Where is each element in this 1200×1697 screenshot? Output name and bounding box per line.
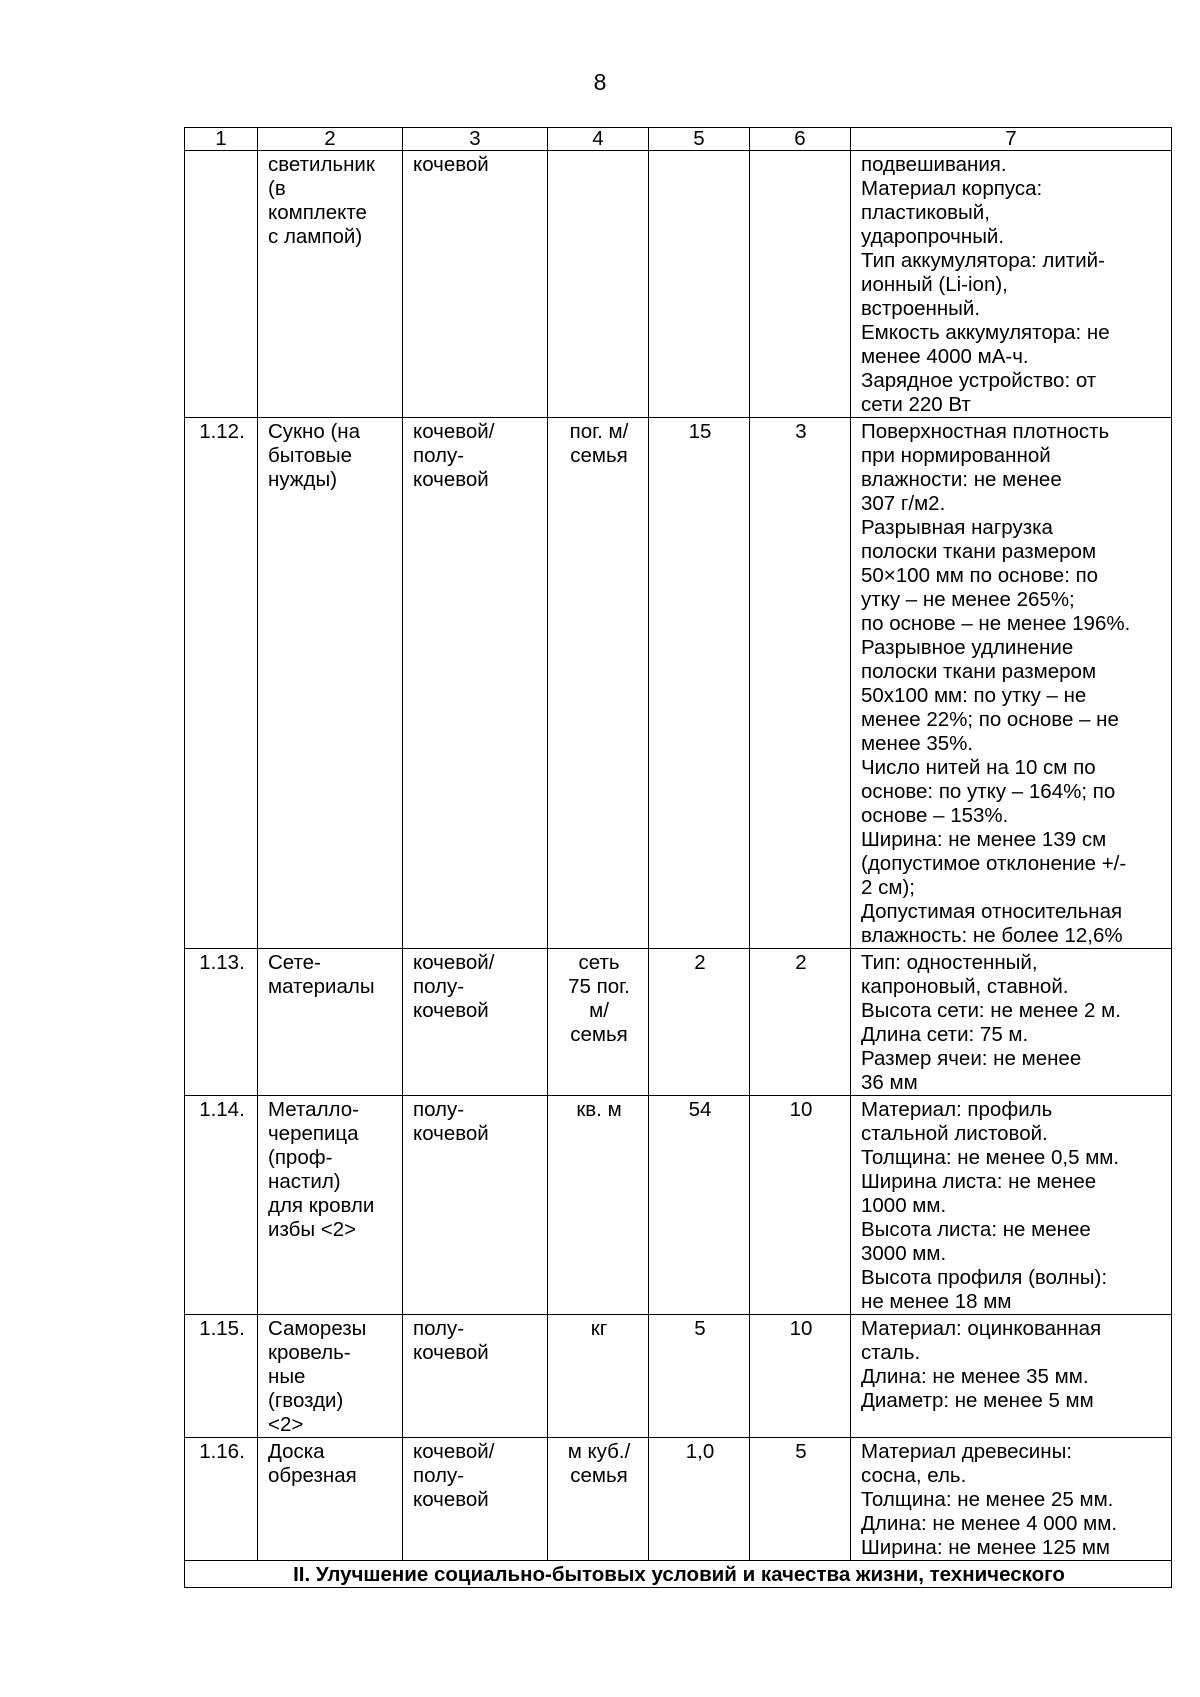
column-header-4: 4 (548, 128, 649, 151)
cell-text-line: Доска (268, 1440, 325, 1463)
cell-text-line: 5 (694, 1317, 706, 1340)
cell-text-line: с лампой) (268, 225, 363, 248)
unit-cell (548, 949, 649, 1096)
cell-text-line: 54 (688, 1098, 712, 1121)
type-cell (403, 1096, 548, 1315)
cell-text-line: Разрывное удлинение (861, 636, 1074, 659)
cell-text-line: избы <2> (268, 1218, 357, 1241)
cell-text-line: комплекте (268, 201, 367, 224)
cell-text-line: Поверхностная плотность (861, 420, 1110, 443)
cell-text-line: Длина сети: 75 м. (861, 1023, 1029, 1046)
cell-text-line: утку – не менее 265%; (861, 588, 1075, 611)
table-row (185, 1315, 1172, 1438)
cell-text-line: м куб./ (567, 1440, 631, 1463)
table-row (185, 949, 1172, 1096)
cell-text-line: Тип аккумулятора: литий- (861, 249, 1105, 272)
cell-text-line: подвешивания. (861, 153, 1007, 176)
quantity-cell (649, 1315, 750, 1438)
cell-text-line: Материал: профиль (861, 1098, 1053, 1121)
specification-cell (851, 1315, 1172, 1438)
cell-text-line: 1.13. (199, 951, 245, 974)
cell-text-line: кочевой (413, 1122, 489, 1145)
specification-cell (851, 949, 1172, 1096)
cell-text-line: полу- (413, 1464, 465, 1487)
cell-text-line: Металло- (268, 1098, 359, 1121)
item-number-cell (185, 949, 258, 1096)
item-number-cell (185, 1438, 258, 1561)
cell-text-line: <2> (268, 1413, 304, 1436)
page-number: 8 (593, 69, 607, 95)
cell-text-line: 10 (789, 1098, 813, 1121)
cell-text-line: (допустимое отклонение +/- (861, 852, 1127, 875)
cell-text-line: нужды) (268, 468, 338, 491)
specification-cell (851, 418, 1172, 949)
cell-text-line: семья (570, 1023, 628, 1046)
cell-text-line: Высота профиля (волны): (861, 1266, 1108, 1289)
cell-text-line: для кровли (268, 1194, 375, 1217)
column-header-5: 5 (649, 128, 750, 151)
item-number-cell (185, 418, 258, 949)
quantity-2-cell (750, 1096, 851, 1315)
type-cell (403, 1438, 548, 1561)
item-name-cell (258, 1096, 403, 1315)
quantity-2-cell (750, 1315, 851, 1438)
cell-text-line: Допустимая относительная (861, 900, 1123, 923)
cell-text-line: Разрывная нагрузка (861, 516, 1053, 539)
cell-text-line: черепица (268, 1122, 359, 1145)
cell-text-line: менее 4000 мА-ч. (861, 345, 1029, 368)
cell-text-line: семья (570, 1464, 628, 1487)
cell-text-line: полоски ткани размером (861, 660, 1097, 683)
cell-text-line: 307 г/м2. (861, 492, 946, 515)
cell-text-line: кочевой (413, 468, 489, 491)
item-number-cell (185, 1315, 258, 1438)
type-cell (403, 949, 548, 1096)
quantity-cell (649, 151, 750, 418)
cell-text-line: 2 (694, 951, 706, 974)
column-header-3: 3 (403, 128, 548, 151)
cell-text-line: Длина: не менее 35 мм. (861, 1365, 1089, 1388)
cell-text-line: сосна, ель. (861, 1464, 967, 1487)
cell-text-line: Толщина: не менее 25 мм. (861, 1488, 1114, 1511)
quantity-cell (649, 1438, 750, 1561)
cell-text-line: основе: по утку – 164%; по (861, 780, 1116, 803)
table-row (185, 1096, 1172, 1315)
cell-text-line: Ширина: не менее 125 мм (861, 1536, 1111, 1559)
cell-text-line: Саморезы (268, 1317, 367, 1340)
table-row (185, 1438, 1172, 1561)
cell-text-line: 36 мм (861, 1071, 918, 1094)
column-header-6: 6 (750, 128, 851, 151)
cell-text-line: 1.15. (199, 1317, 245, 1340)
cell-text-line: полу- (413, 1098, 465, 1121)
unit-cell (548, 418, 649, 949)
cell-text-line: полу- (413, 975, 465, 998)
cell-text-line: 10 (789, 1317, 813, 1340)
cell-text-line: полу- (413, 1317, 465, 1340)
cell-text-line: бытовые (268, 444, 353, 467)
cell-text-line: Ширина: не менее 139 см (861, 828, 1107, 851)
cell-text-line: кочевой (413, 153, 489, 176)
cell-text-line: кочевой (413, 1488, 489, 1511)
cell-text-line: (в (268, 177, 286, 200)
item-name-cell (258, 418, 403, 949)
cell-text-line: 2 (795, 951, 807, 974)
cell-text-line: м/ (589, 999, 609, 1022)
quantity-cell (649, 418, 750, 949)
cell-text-line: светильник (268, 153, 375, 176)
cell-text-line: основе – 153%. (861, 804, 1009, 827)
quantity-2-cell (750, 949, 851, 1096)
cell-text-line: Толщина: не менее 0,5 мм. (861, 1146, 1120, 1169)
cell-text-line: кочевой/ (413, 1440, 495, 1463)
cell-text-line: сталь. (861, 1341, 921, 1364)
cell-text-line: Тип: одностенный, (861, 951, 1038, 974)
item-number-cell (185, 1096, 258, 1315)
cell-text-line: полоски ткани размером (861, 540, 1097, 563)
item-name-cell (258, 1438, 403, 1561)
type-cell (403, 418, 548, 949)
cell-text-line: Сете- (268, 951, 321, 974)
cell-text-line: влажности: не менее (861, 468, 1062, 491)
type-cell (403, 151, 548, 418)
cell-text-line: Сукно (на (268, 420, 360, 443)
cell-text-line: 1000 мм. (861, 1194, 947, 1217)
cell-text-line: (проф- (268, 1146, 333, 1169)
cell-text-line: пог. м/ (569, 420, 629, 443)
cell-text-line: Высота сети: не менее 2 м. (861, 999, 1121, 1022)
cell-text-line: ионный (Li-ion), (861, 273, 1008, 296)
cell-text-line: сети 220 Вт (861, 393, 971, 416)
column-header-1: 1 (185, 128, 258, 151)
cell-text-line: настил) (268, 1170, 341, 1193)
specification-cell (851, 1096, 1172, 1315)
item-name-cell (258, 949, 403, 1096)
cell-text-line: 1.12. (199, 420, 245, 443)
requirements-table (184, 127, 1172, 1588)
column-number-row (185, 128, 1172, 151)
quantity-2-cell (750, 1438, 851, 1561)
cell-text-line: Высота листа: не менее (861, 1218, 1091, 1241)
quantity-cell (649, 949, 750, 1096)
cell-text-line: Число нитей на 10 см по (861, 756, 1096, 779)
quantity-cell (649, 1096, 750, 1315)
cell-text-line: 3000 мм. (861, 1242, 947, 1265)
table-row (185, 151, 1172, 418)
cell-text-line: Материал древесины: (861, 1440, 1073, 1463)
cell-text-line: кочевой (413, 1341, 489, 1364)
section-title: II. Улучшение социально-бытовых условий и качества жизни, технического (185, 1561, 1172, 1588)
cell-text-line: 1.16. (199, 1440, 245, 1463)
type-cell (403, 1315, 548, 1438)
cell-text-line: Материал корпуса: (861, 177, 1043, 200)
unit-cell (548, 151, 649, 418)
cell-text-line: кочевой/ (413, 951, 495, 974)
table-row (185, 418, 1172, 949)
cell-text-line: кочевой (413, 999, 489, 1022)
cell-text-line: 3 (795, 420, 807, 443)
cell-text-line: Емкость аккумулятора: не (861, 321, 1110, 344)
cell-text-line: семья (570, 444, 628, 467)
cell-text-line: материалы (268, 975, 375, 998)
unit-cell (548, 1096, 649, 1315)
cell-text-line: Длина: не менее 4 000 мм. (861, 1512, 1118, 1535)
column-header-2: 2 (258, 128, 403, 151)
cell-text-line: 50×100 мм по основе: по (861, 564, 1099, 587)
cell-text-line: пластиковый, (861, 201, 990, 224)
cell-text-line: 15 (688, 420, 712, 443)
cell-text-line: 1.14. (199, 1098, 245, 1121)
cell-text-line: кг (590, 1317, 608, 1340)
item-number-cell (185, 151, 258, 418)
cell-text-line: кровель- (268, 1341, 351, 1364)
column-header-7: 7 (851, 128, 1172, 151)
cell-text-line: обрезная (268, 1464, 357, 1487)
unit-cell (548, 1438, 649, 1561)
cell-text-line: не менее 18 мм (861, 1290, 1012, 1313)
cell-text-line: менее 35%. (861, 732, 974, 755)
cell-text-line: кв. м (576, 1098, 622, 1121)
cell-text-line: Диаметр: не менее 5 мм (861, 1389, 1094, 1412)
cell-text-line: 1,0 (685, 1440, 715, 1463)
cell-text-line: кочевой/ (413, 420, 495, 443)
cell-text-line: 2 см); (861, 876, 915, 899)
cell-text-line: стальной листовой. (861, 1122, 1048, 1145)
cell-text-line: при нормированной (861, 444, 1051, 467)
quantity-2-cell (750, 418, 851, 949)
section-row (185, 1561, 1172, 1588)
cell-text-line: 5 (795, 1440, 807, 1463)
specification-cell (851, 1438, 1172, 1561)
item-name-cell (258, 1315, 403, 1438)
cell-text-line: сеть (578, 951, 620, 974)
cell-text-line: менее 22%; по основе – не (861, 708, 1119, 731)
cell-text-line: ударопрочный. (861, 225, 1005, 248)
cell-text-line: Зарядное устройство: от (861, 369, 1097, 392)
cell-text-line: полу- (413, 444, 465, 467)
unit-cell (548, 1315, 649, 1438)
specification-cell (851, 151, 1172, 418)
quantity-2-cell (750, 151, 851, 418)
table-body (185, 128, 1172, 1588)
item-name-cell (258, 151, 403, 418)
cell-text-line: по основе – не менее 196%. (861, 612, 1131, 635)
cell-text-line: Размер ячеи: не менее (861, 1047, 1082, 1070)
cell-text-line: влажность: не более 12,6% (861, 924, 1123, 947)
cell-text-line: 50х100 мм: по утку – не (861, 684, 1087, 707)
cell-text-line: Ширина листа: не менее (861, 1170, 1097, 1193)
cell-text-line: Материал: оцинкованная (861, 1317, 1102, 1340)
cell-text-line: встроенный. (861, 297, 981, 320)
cell-text-line: (гвозди) (268, 1389, 344, 1412)
cell-text-line: ные (268, 1365, 306, 1388)
cell-text-line: 75 пог. (568, 975, 630, 998)
cell-text-line: капроновый, ставной. (861, 975, 1069, 998)
